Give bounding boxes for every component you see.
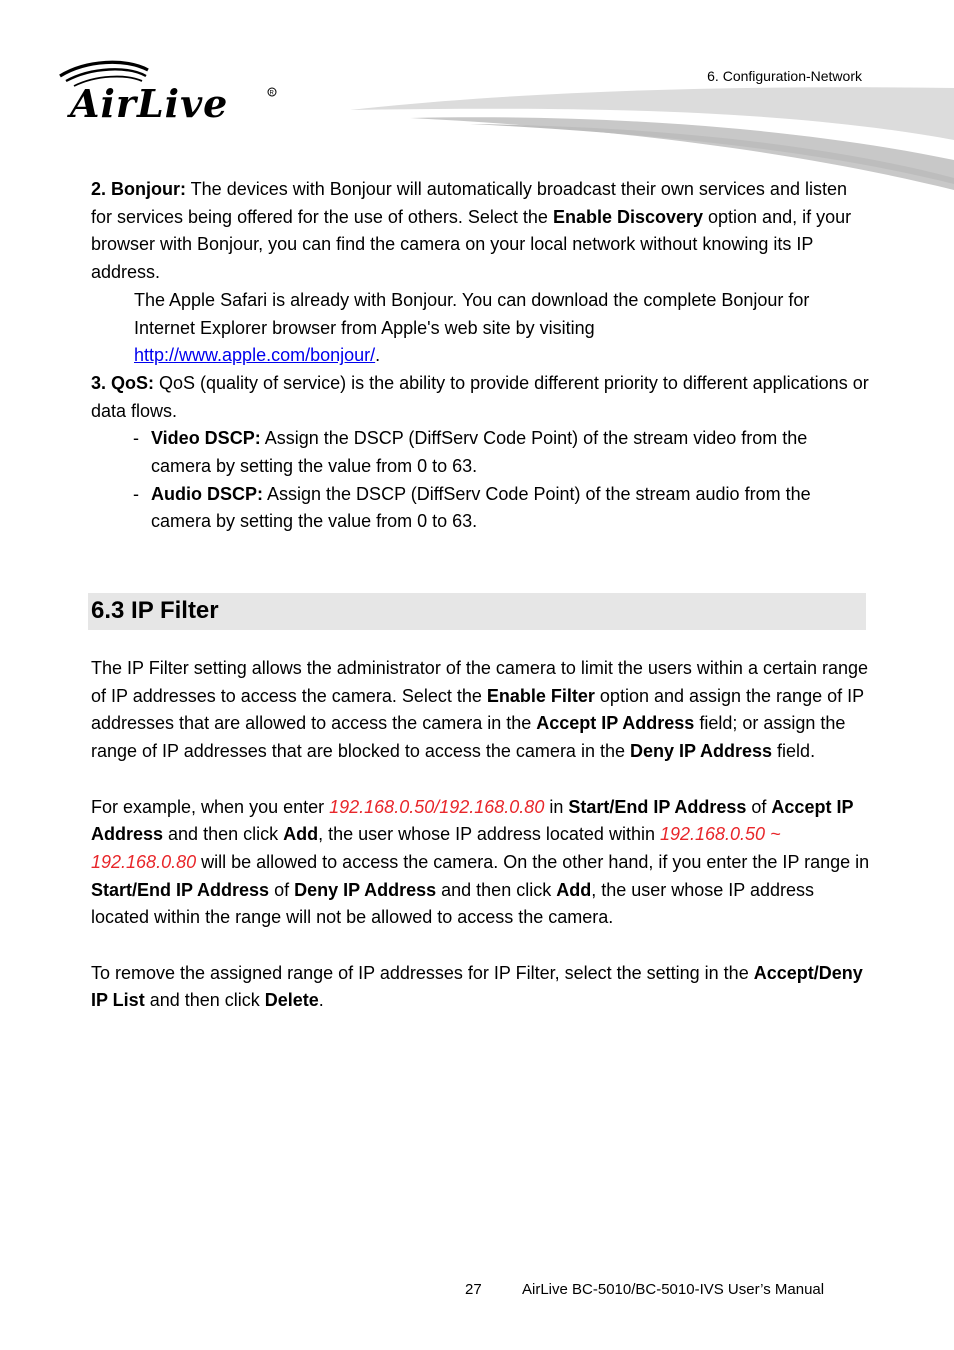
p2-text-6: will be allowed to access the camera. On the other hand, if you enter the IP range in [196,851,870,872]
delete-term: Delete [264,990,319,1011]
page-content-top [91,176,871,536]
section-heading-bar [88,593,866,630]
enable-discovery-term: Enable Discovery [552,206,704,227]
example-ip-span: 192.168.0.50 ~ 192.168.0.80 [91,824,781,872]
page-content-ip-filter [91,655,871,1015]
accept-ip-term-2: Accept IP Address [91,796,854,845]
bonjour-text: The devices with Bonjour will automatically broadcast their own services and listen for services being offered for the use of others. Select the [91,179,847,227]
bonjour-text-end: option and, if your browser with Bonjour, you can find the camera on your local network without knowing its IP address. [91,206,852,283]
p2-text-5: , the user whose IP address located within [318,824,660,845]
start-end-term-2: Start/End IP Address [91,879,270,900]
p2-text-4: and then click [163,824,284,845]
qos-text: QoS (quality of service) is the ability to provide different priority to different applications or data flows. [91,372,869,421]
p1-text-4: field. [772,741,816,762]
section-heading: 6.3 IP Filter [91,597,219,624]
ip-filter-intro [91,655,871,766]
ip-filter-example [91,794,871,933]
bonjour-note-text: The Apple Safari is already with Bonjour. You can download the complete Bonjour for Internet Explorer browser from Apple's web site by visiting [134,289,810,338]
logo-text: AirLive [70,81,229,124]
video-dscp-item [91,425,871,480]
p1-text-3: field; or assign the range of IP addresses that are blocked to access the camera in the [91,713,846,762]
audio-dscp-dash: - [133,483,139,504]
p2-text-8: and then click [436,879,557,900]
qos-label: 3. QoS: [91,372,155,393]
bonjour-label: 2. Bonjour: [91,179,186,199]
bonjour-note [91,287,871,370]
audio-dscp-text: Assign the DSCP (DiffServ Code Point) of the stream audio from the camera by setting the value from 0 to 63. [151,483,811,532]
add-term: Add [283,824,319,845]
accept-ip-term: Accept IP Address [536,713,695,734]
deny-ip-term-2: Deny IP Address [294,879,437,900]
qos-paragraph [91,370,871,425]
bonjour-paragraph [91,176,871,287]
video-dscp-label: Video DSCP: [151,428,261,449]
p1-text-2: option and assign the range of IP addresses that are allowed to access the camera in the [91,685,864,734]
p2-text-2: in [544,796,569,817]
enable-filter-term: Enable Filter [486,685,595,706]
manual-title: AirLive BC-5010/BC-5010-IVS User’s Manual [522,1281,825,1298]
p3-text-1: To remove the assigned range of IP addresses for IP Filter, select the setting in the [91,962,754,983]
p3-text-2: and then click [144,990,265,1011]
bonjour-link[interactable]: http://www.apple.com/bonjour/ [134,345,376,366]
add-term-2: Add [556,879,592,900]
p2-text-7: of [269,879,295,900]
page-number: 27 [465,1281,482,1298]
start-end-term: Start/End IP Address [568,796,747,817]
audio-dscp-label: Audio DSCP: [151,483,263,504]
bonjour-link-period: . [375,345,381,366]
video-dscp-text: Assign the DSCP (DiffServ Code Point) of the stream video from the camera by setting the value from 0 to 63. [151,428,808,477]
accept-deny-list-term: Accept/Deny IP List [91,962,863,1011]
ip-filter-remove [91,960,871,1015]
audio-dscp-item [91,481,871,536]
video-dscp-dash: - [133,428,139,449]
svg-text:R: R [269,90,274,97]
p2-text-1: For example, when you enter [91,796,330,817]
section-reference: 6. Configuration-Network [707,68,862,84]
p2-text-3: of [746,796,772,817]
airlive-logo [56,58,286,124]
p3-text-3: . [318,990,324,1011]
p1-text-1: The IP Filter setting allows the administrator of the camera to limit the users within a certain range of IP addresses to access the camera. Select the [91,658,869,706]
p2-text-9: , the user whose IP address located within the range will not be allowed to access the camera. [91,879,815,928]
example-ip-range: 192.168.0.50/192.168.0.80 [329,796,545,817]
deny-ip-term: Deny IP Address [629,741,773,762]
